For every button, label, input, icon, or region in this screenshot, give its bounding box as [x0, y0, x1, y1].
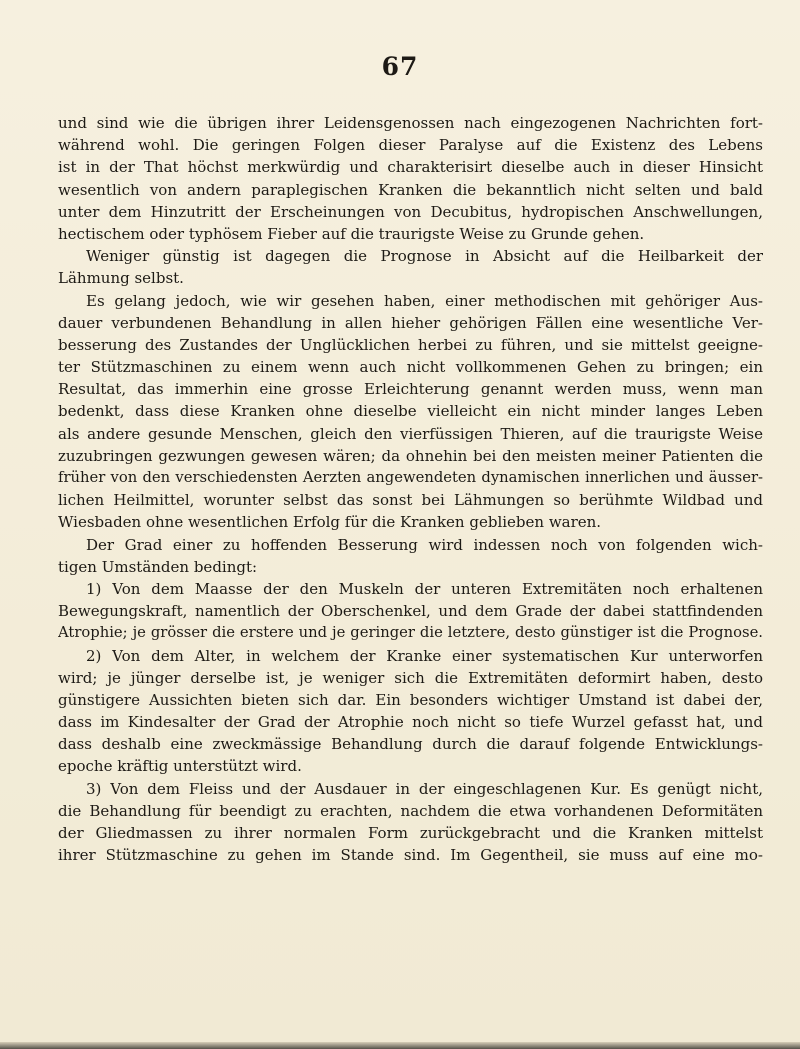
text-line: dass im Kindesalter der Grad der Atrophie noch nicht so tiefe Wurzel gefasst hat, und [58, 713, 763, 732]
text-line: Atrophie; je grösser die erstere und je geringer die letztere, desto günstiger ist die Prognose. [58, 624, 763, 642]
page-bottom-edge [0, 1042, 800, 1049]
list-item-1-start: 1) Von dem Maasse der den Muskeln der unteren Extremitäten noch erhaltenen [86, 579, 763, 598]
text-line: günstigere Aussichten bieten sich dar. Ein besonders wichtiger Umstand ist dabei der, [58, 690, 763, 709]
text-line: ist in der That höchst merkwürdig und charakterisirt dieselbe auch in dieser Hinsicht [58, 158, 763, 177]
list-item-2-start: 2) Von dem Alter, in welchem der Kranke einer systematischen Kur unterworfen [86, 646, 763, 665]
text-line: dauer verbundenen Behandlung in allen hieher gehörigen Fällen eine wesentliche Ver- [58, 313, 763, 332]
text-line: Bewegungskraft, namentlich der Oberschenkel, und dem Grade der dabei stattfindenden [58, 602, 763, 621]
text-line: hectischem oder typhösem Fieber auf die traurigste Weise zu Grunde gehen. [58, 224, 645, 243]
text-line: wesentlich von andern paraplegischen Kranken die bekanntlich nicht selten und bald [58, 180, 763, 199]
list-item-3-start: 3) Von dem Fleiss und der Ausdauer in der eingeschlagenen Kur. Es genügt nicht, [86, 779, 763, 798]
paragraph-start-line: Der Grad einer zu hoffenden Besserung wird indessen noch von folgenden wich- [86, 535, 763, 554]
text-line: ter Stützmaschinen zu einem wenn auch nicht vollkommenen Gehen zu bringen; ein [58, 358, 763, 377]
text-line: Resultat, das immerhin eine grosse Erleichterung genannt werden muss, wenn man [58, 380, 763, 399]
text-line: zuzubringen gezwungen gewesen wären; da ohnehin bei den meisten meiner Patienten die [58, 446, 763, 465]
text-line: bedenkt, dass diese Kranken ohne dieselbe vielleicht ein nicht minder langes Leben [58, 402, 763, 421]
text-line: der Gliedmassen zu ihrer normalen Form zurückgebracht und die Kranken mittelst [58, 824, 763, 842]
text-line: die Behandlung für beendigt zu erachten, nachdem die etwa vorhandenen Deformitäten [58, 801, 763, 820]
text-line: Lähmung selbst. [58, 269, 184, 288]
text-line: tigen Umständen bedingt: [58, 557, 258, 576]
page-number: 67 [381, 52, 419, 81]
text-line: lichen Heilmittel, worunter selbst das sonst bei Lähmungen so berühmte Wildbad und [58, 491, 763, 510]
text-line: ihrer Stützmaschine zu gehen im Stande sind. Im Gegentheil, sie muss auf eine mo- [58, 846, 763, 865]
text-line: Wiesbaden ohne wesentlichen Erfolg für die Kranken geblieben waren. [58, 513, 602, 532]
text-line: dass deshalb eine zweckmässige Behandlung durch die darauf folgende Entwicklungs- [58, 735, 763, 754]
text-line: besserung des Zustandes der Unglücklichen herbei zu führen, und sie mittelst geeigne- [58, 335, 763, 354]
text-line: während wohl. Die geringen Folgen dieser Paralyse auf die Existenz des Lebens [58, 136, 763, 155]
text-line: früher von den verschiedensten Aerzten angewendeten dynamischen innerlichen und äusser- [58, 469, 763, 486]
text-line: unter dem Hinzutritt der Erscheinungen von Decubitus, hydropischen Anschwellungen, [58, 202, 763, 221]
paragraph-start-line: Weniger günstig ist dagegen die Prognose in Absicht auf die Heilbarkeit der [86, 247, 763, 266]
paragraph-start-line: Es gelang jedoch, wie wir gesehen haben, einer methodischen mit gehöriger Aus- [86, 291, 763, 310]
body-text [58, 112, 763, 866]
text-line: epoche kräftig unterstützt wird. [58, 757, 302, 776]
text-line: und sind wie die übrigen ihrer Leidensgenossen nach eingezogenen Nachrichten fort- [58, 114, 763, 132]
text-line: als andere gesunde Menschen, gleich den vierfüssigen Thieren, auf die traurigste Weise [58, 424, 763, 443]
text-line: wird; je jünger derselbe ist, je weniger sich die Extremitäten deformirt haben, desto [58, 668, 763, 687]
